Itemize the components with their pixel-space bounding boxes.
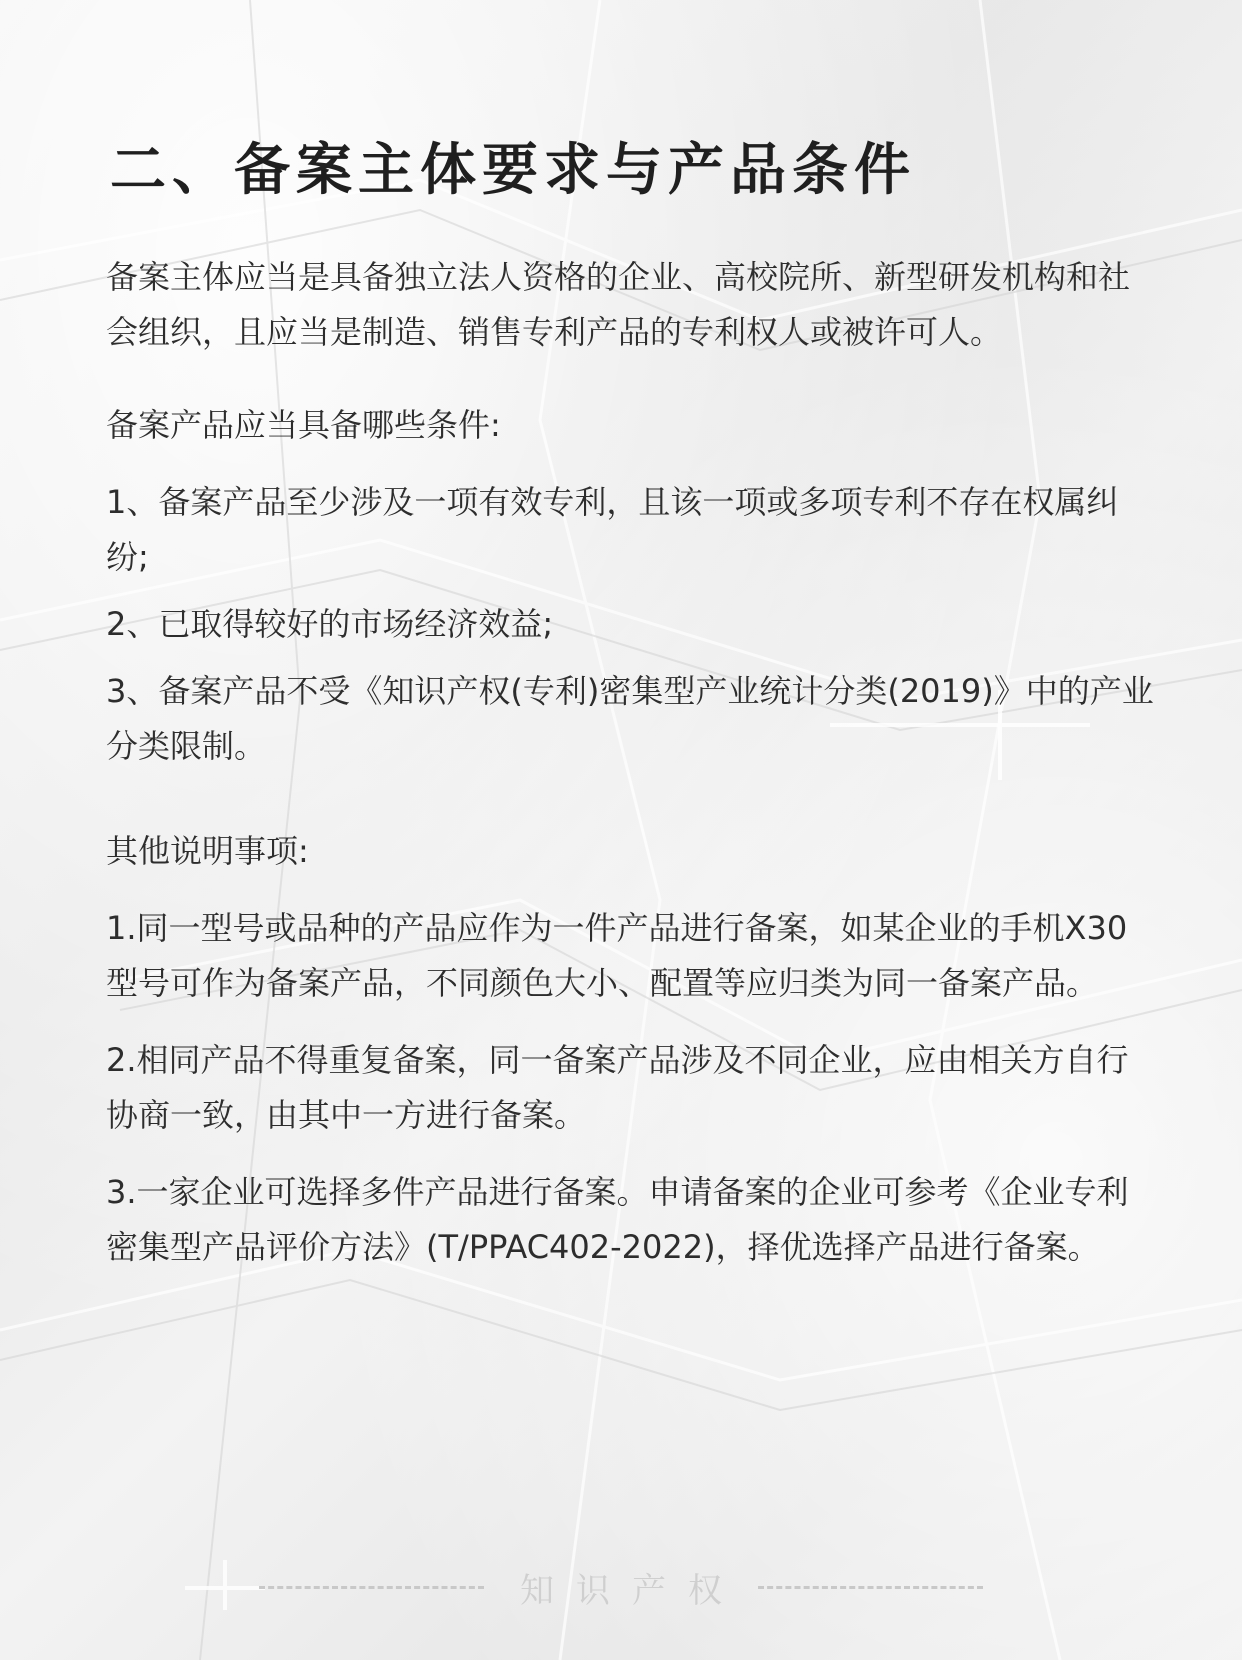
footer-label: 知识产权 — [520, 1570, 744, 1611]
condition-item-3: 3、备案产品不受《知识产权(专利)密集型产业统计分类(2019)》中的产业分类限制。 — [106, 672, 1154, 765]
page-title: 二、备案主体要求与产品条件 — [110, 137, 916, 203]
subject-requirements-paragraph: 备案主体应当是具备独立法人资格的企业、高校院所、新型研发机构和社会组织，且应当是制造、销售专利产品的专利权人或被许可人。 — [106, 258, 1131, 351]
note-item-2: 2.相同产品不得重复备案，同一备案产品涉及不同企业，应由相关方自行协商一致，由其中一方进行备案。 — [106, 1041, 1129, 1134]
document-content — [106, 130, 1156, 1275]
footer-divider-right — [758, 1586, 983, 1589]
notes-heading: 其他说明事项: — [106, 832, 309, 870]
conditions-heading: 备案产品应当具备哪些条件: — [106, 406, 501, 444]
condition-item-1: 1、备案产品至少涉及一项有效专利，且该一项或多项专利不存在权属纠纷; — [106, 483, 1119, 576]
note-item-3: 3.一家企业可选择多件产品进行备案。申请备案的企业可参考《企业专利密集型产品评价方法》(T/PPAC402-2022)，择优选择产品进行备案。 — [106, 1173, 1129, 1266]
footer-divider-left — [259, 1586, 484, 1589]
condition-item-2: 2、已取得较好的市场经济效益; — [106, 605, 554, 643]
footer — [0, 1562, 1242, 1612]
note-item-1: 1.同一型号或品种的产品应作为一件产品进行备案，如某企业的手机X30型号可作为备案产品，不同颜色大小、配置等应归类为同一备案产品。 — [106, 909, 1128, 1002]
